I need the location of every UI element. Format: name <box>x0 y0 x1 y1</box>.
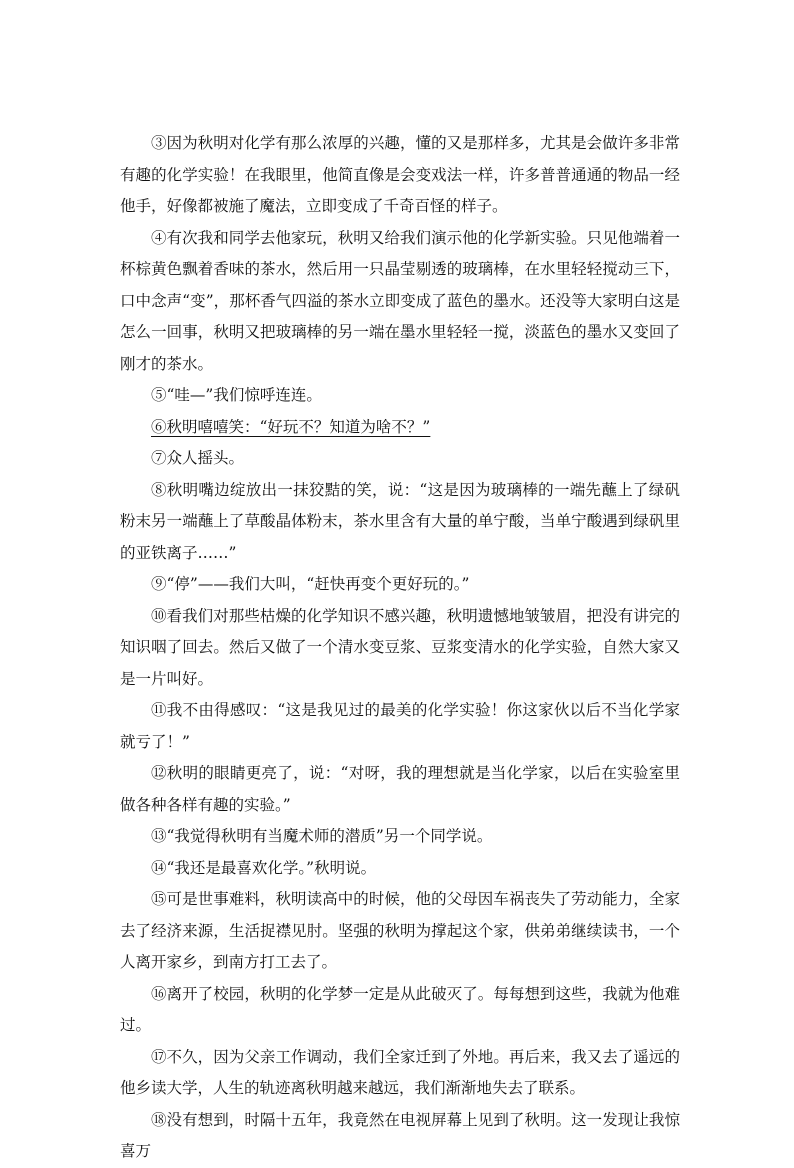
paragraph-11 <box>120 821 680 853</box>
paragraph-10 <box>120 758 680 821</box>
paragraph-6 <box>120 475 680 570</box>
paragraph-2 <box>120 223 680 381</box>
paragraph-text: ⑦众人摇头。 <box>151 449 245 467</box>
paragraph-text: ③因为秋明对化学有那么浓厚的兴趣，懂的又是那样多，尤其是会做许多非常有趣的化学实验！在我眼里，他简直像是会变戏法一样，许多普普通通的物品一经他手，好像都被施了魔法，立即变成了千奇百怪的样子。 <box>120 134 680 215</box>
paragraph-text: ⑨“停”——我们大叫，“赶快再变个更好玩的。” <box>151 575 470 593</box>
paragraph-text: ⑯离开了校园，秋明的化学梦一定是从此破灭了。每每想到这些，我就为他难过。 <box>120 984 680 1034</box>
paragraph-text: ⑧秋明嘴边绽放出一抹狡黠的笑，说：“这是因为玻璃棒的一端先蘸上了绿矾粉末另一端蘸上了草酸晶体粉末，茶水里含有大量的单宁酸，当单宁酸遇到绿矾里的亚铁离子……” <box>120 480 680 562</box>
paragraph-1 <box>120 128 680 223</box>
paragraph-9 <box>120 695 680 758</box>
paragraph-text: ⑤“哇—”我们惊呼连连。 <box>151 386 322 404</box>
paragraph-text: ⑮可是世事难料，秋明读高中的时候，他的父母因车祸丧失了劳动能力，全家去了经济来源，生活捉襟见肘。坚强的秋明为撑起这个家，供弟弟继续读书，一个人离开家乡，到南方打工去了。 <box>120 890 680 971</box>
paragraph-text: ⑱没有想到，时隔十五年，我竟然在电视屏幕上见到了秋明。这一发现让我惊喜万 <box>120 1110 680 1160</box>
paragraph-text: ⑬“我觉得秋明有当魔术师的潜质”另一个同学说。 <box>151 827 493 845</box>
paragraph-text: ⑭“我还是最喜欢化学。”秋明说。 <box>151 858 377 877</box>
paragraph-4 <box>120 412 680 444</box>
paragraph-text: ④有次我和同学去他家玩，秋明又给我们演示他的化学新实验。只见他端着一杯棕黄色飘着香味的茶水，然后用一只晶莹剔透的玻璃棒，在水里轻轻搅动三下，口中念声“变”，那杯香气四溢的茶水立即变成了蓝色的墨水。还没等大家明白这是怎么一回事，秋明又把玻璃棒的另一端在墨水里轻轻一搅，淡蓝色的墨水又变回了刚才的茶水。 <box>120 228 680 373</box>
paragraph-text: ⑰不久，因为父亲工作调动，我们全家迁到了外地。再后来，我又去了遥远的他乡读大学，人生的轨迹离秋明越来越远，我们渐渐地失去了联系。 <box>120 1047 680 1097</box>
paragraph-text: ⑥秋明嘻嘻笑：“好玩不？知道为啥不？” <box>151 417 431 436</box>
paragraph-15 <box>120 1042 680 1105</box>
story-text-body <box>120 128 680 1168</box>
paragraph-text: ⑫秋明的眼睛更亮了，说：“对呀，我的理想就是当化学家，以后在实验室里做各种各样有趣的实验。” <box>120 764 680 814</box>
paragraph-3 <box>120 380 680 412</box>
paragraph-13 <box>120 884 680 979</box>
paragraph-7 <box>120 569 680 601</box>
paragraph-text: ⑪我不由得感叹：“这是我见过的最美的化学实验！你这家伙以后不当化学家就亏了！” <box>120 701 680 751</box>
paragraph-text: ⑩看我们对那些枯燥的化学知识不感兴趣，秋明遗憾地皱皱眉，把没有讲完的知识咽了回去。然后又做了一个清水变豆浆、豆浆变清水的化学实验，自然大家又是一片叫好。 <box>120 606 680 688</box>
paragraph-8 <box>120 601 680 696</box>
paragraph-16 <box>120 1105 680 1168</box>
paragraph-5 <box>120 443 680 475</box>
paragraph-14 <box>120 979 680 1042</box>
paragraph-12 <box>120 853 680 885</box>
